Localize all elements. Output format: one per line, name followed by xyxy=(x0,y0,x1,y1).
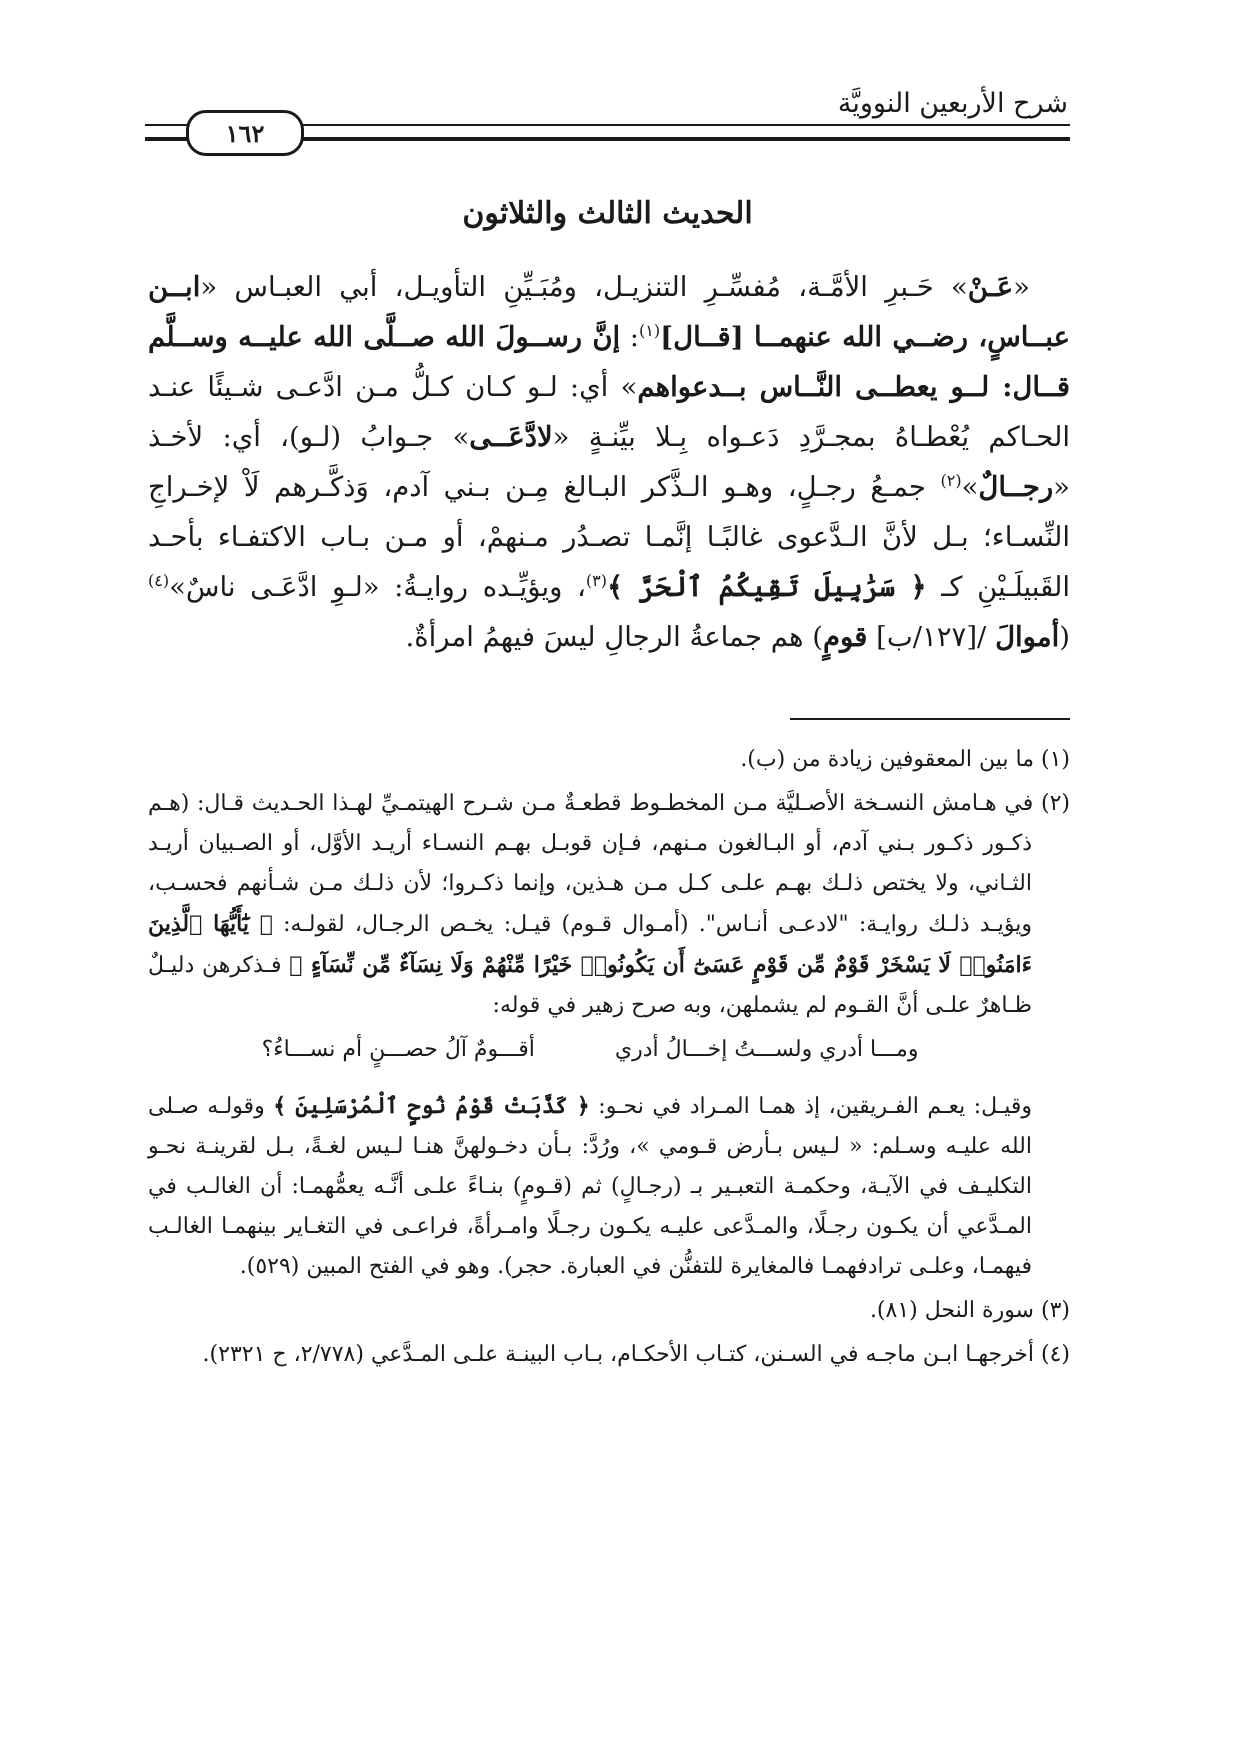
chapter-title: الحديث الثالث والثلاثون xyxy=(462,196,753,231)
footnote-3: (٣) سورة النحل (٨١). xyxy=(869,1298,1070,1323)
footnotes xyxy=(148,740,1070,1379)
text-run: » أي: لـو كـان كـلُّ مـن ادَّعـى شـيئًا عنـد الحـاكم يُعْطـاهُ بمجـرَّدِ دَعـواه بِـلا بيِّنـةٍ « xyxy=(148,371,1070,453)
text-run: « xyxy=(1013,271,1030,303)
poem-verse xyxy=(148,1030,1070,1070)
text-run: وقولـه صـلى الله عليـه وسـلم: « لـيس بـأرض قـومي »، ورُدَّ: بـأن دخـولهنَّ هنـا لـيس لغـةً، بـل لقرينـة نحـو التكليـف في الآيـة، وحكمـة التعبـير بـ (رجـالٍ) ثم (قـومٍ) بنـاءً علـى أنَّـه يعمُّهمـا: أن الغالـب في المـدَّعي أن يكـون رجـلًا، والمـدَّعى عليـه يكـون رجـلًا وامـرأةً، فراعـى في التغـاير بينهمـا الغالـب فيهمـا، وعلـى ترادفهمـا فالمغايرة للتفنُّن في العبارة. حجر). وهو في الفتح المبين (٥٢٩). xyxy=(148,1094,1032,1279)
footnote-ref-1[interactable]: (١) xyxy=(638,320,661,340)
main-text xyxy=(148,262,1070,662)
footnote-1: (١) ما بين المعقوفين زيادة من (ب). xyxy=(740,747,1070,772)
text-run: وقيـل: يعـم الفـريقين، إذ همـا المـراد في نحـو: xyxy=(589,1094,1033,1119)
running-header-title: شرح الأربعين النوويَّة xyxy=(837,88,1068,119)
footnote-2-continued xyxy=(148,1086,1070,1287)
quran-quote: ﴿ سَرَٰبِيلَ تَقِيكُمُ ٱلْحَرَّ ﴾ xyxy=(607,571,927,603)
text-run: » xyxy=(961,471,979,503)
footnote-2-number: (٢) xyxy=(1040,791,1070,816)
poem-hemistich-second: أقـــومٌ آلُ حصـــنٍ أم نســـاءُ؟ xyxy=(261,1037,535,1062)
footnote-separator xyxy=(790,718,1070,720)
footnote-ref-3[interactable]: (٣) xyxy=(585,570,607,590)
text-run: » جـوابُ (لـو)، أي: لأخـذ « xyxy=(148,421,1070,503)
quran-quote: ﴿ يَٰٓأَيُّهَا ٱلَّذِينَ ءَامَنُوا۟ لَا يَسْخَرْ قَوْمٌ مِّن قَوْمٍ عَسَىٰٓ أَن يَكُونُوا۟ خَيْرًا مِّنْهُمْ وَلَا نِسَآءٌ مِّن نِّسَآءٍ ﴾ xyxy=(148,911,1032,978)
footnote-4: (٤) أخرجهـا ابـن ماجـه في السـنن، كتـاب الأحكـام، بـاب البينـة علـى المـدَّعي (٢/٧٧٨، ح ٢٣٢١). xyxy=(202,1342,1070,1367)
quran-quote: ﴿ كَذَّبَتْ قَوْمُ نُوحٍ ٱلْمُرْسَلِينَ ﴾ xyxy=(273,1093,590,1119)
text-run: ( xyxy=(1059,621,1070,653)
text-run: /[١٢٧/ب] xyxy=(867,621,996,653)
footnote-2 xyxy=(148,784,1070,1026)
footnote-ref-4[interactable]: (٤) xyxy=(148,570,170,590)
bold-ibn-abbas: ابــن عبــاسٍ، رضــي الله عنهمــا [قــال] xyxy=(148,271,1071,353)
poem-hemistich-first: ومـــا أدري ولســـتُ إخـــالُ أدري xyxy=(614,1037,919,1062)
text-run: في هـامش النسـخة الأصـليَّة مـن المخطـوط قطعـةٌ مـن شـرح الهيتمـيِّ لهـذا الحـديث قـال: (هـم ذكـور ذكـور بـني آدم، أو البـالغون مـنهم، فـإن قوبـل بهـم النسـاء أريـد الأوَّل، أو الصـبيان أريـد الثـاني، ولا يختص ذلـك بهـم علـى كـل مـن هـذين، وإنما ذكـروا؛ لأن ذلـك مـن شـأنهم فحسـب، ويؤيـد ذلـك روايـة: "لادعـى أنـاس". (أمـوال قـوم) قيـل: يخـص الرجـال، لقولـه: xyxy=(148,791,1041,937)
text-run: : xyxy=(620,321,639,353)
bold-laddaa: لادَّعَــى xyxy=(469,421,553,453)
text-run: » حَـبرِ الأمَّـة، مُفسِّـرِ التنزيـل، ومُبَـيِّنِ التأويـل، أبي العبـاس « xyxy=(200,271,968,303)
text-run: ، ويؤيِّـده روايـةُ: «لـوِ ادَّعَـى ناسٌ» xyxy=(169,571,586,603)
bold-an: عَـنْ xyxy=(967,271,1014,303)
bold-qawm: قومٍ xyxy=(822,621,868,653)
text-run: فـذكرهن دليـلٌ ظـاهرٌ علـى أنَّ القـوم لم يشملهن، وبه صرح زهير في قوله: xyxy=(148,953,1032,1018)
page-number: ١٦٢ xyxy=(186,110,304,156)
bold-hadith-text: إنَّ رســولَ الله صــلَّى الله عليــه وســلَّم قــال: لــو يعطــى النَّــاس بــدعواهم xyxy=(148,321,1071,403)
text-run: جمـعُ رجـلٍ، وهـو الـذَّكر البـالغ مِـن بـني آدم، وَذكَّـرهم لَاْ لإخـراجِ النِّسـاء؛ بـل لأنَّ الـدَّعوى غالبًـا إنَّمـا تصـدُر مـنهمْ، أو مـن بـاب الاكتفـاء بأحـد القَبيلَـيْنِ كـ xyxy=(148,471,1070,603)
main-paragraph xyxy=(148,262,1070,662)
footnote-ref-2[interactable]: (٢) xyxy=(940,470,962,490)
text-run: ) هم جماعةُ الرجالِ ليسَ فيهمُ امرأةٌ. xyxy=(405,621,823,653)
bold-rijal: رجــالٌ xyxy=(978,471,1054,503)
bold-amwal: أموالَ xyxy=(995,621,1060,653)
